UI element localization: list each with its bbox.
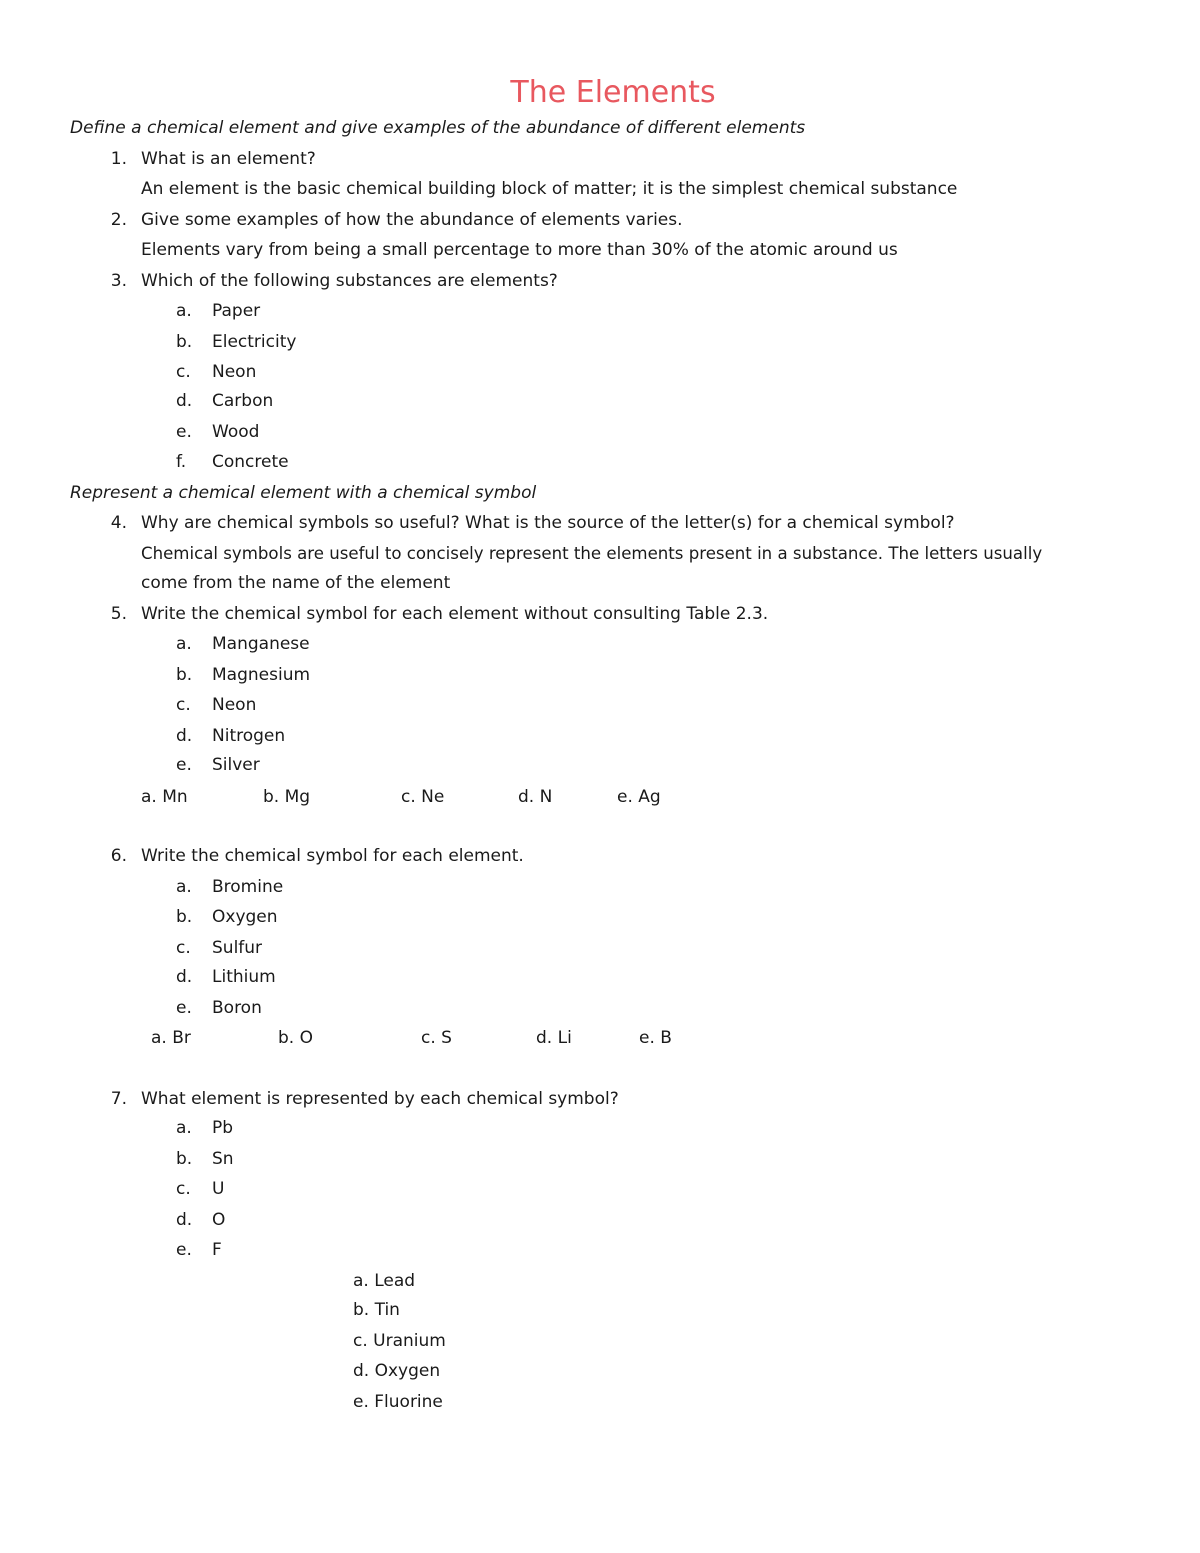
answer-item: a. Lead <box>353 1271 416 1291</box>
page-title: The Elements <box>510 75 716 110</box>
question-number: 5. <box>110 604 127 624</box>
option-letter: b. <box>176 1149 193 1169</box>
question-text: Why are chemical symbols so useful? What is the source of the letter(s) for a chemical symbol? <box>141 513 955 533</box>
option-letter: c. <box>176 362 191 382</box>
option-letter: d. <box>176 726 193 746</box>
answer-4-line-1: Chemical symbols are useful to concisely represent the elements present in a substance. The letters usually <box>141 544 1043 563</box>
question-text: What is an element? <box>141 149 316 169</box>
option-text: Paper <box>212 301 261 321</box>
option-text: Neon <box>212 362 257 382</box>
question-number: 4. <box>110 513 127 533</box>
question-number: 2. <box>110 210 127 230</box>
option-letter: a. <box>176 301 192 321</box>
question-number: 7. <box>110 1089 127 1109</box>
option-text: Silver <box>212 755 260 775</box>
answer-1: An element is the basic chemical building block of matter; it is the simplest chemical substance <box>141 179 958 199</box>
option-text: Electricity <box>212 332 297 352</box>
question-text: Which of the following substances are elements? <box>141 271 558 291</box>
option-letter: e. <box>176 998 192 1018</box>
answer-item: d. Oxygen <box>353 1361 441 1381</box>
option-letter: b. <box>176 665 193 685</box>
option-letter: c. <box>176 938 191 958</box>
question-number: 1. <box>110 149 127 169</box>
option-letter: d. <box>176 391 193 411</box>
option-text: O <box>212 1210 226 1230</box>
option-text: Concrete <box>212 452 289 472</box>
answer-item: c. Uranium <box>353 1331 446 1351</box>
question-text: Write the chemical symbol for each element without consulting Table 2.3. <box>141 604 769 624</box>
option-letter: d. <box>176 1210 193 1230</box>
option-text: Boron <box>212 998 262 1018</box>
answer-item: d. N <box>518 787 553 807</box>
option-text: Magnesium <box>212 665 311 685</box>
answer-item: b. O <box>278 1028 313 1048</box>
option-letter: c. <box>176 1179 191 1199</box>
option-letter: e. <box>176 755 192 775</box>
answer-item: b. Tin <box>353 1300 400 1320</box>
option-text: Lithium <box>212 967 276 987</box>
question-number: 6. <box>110 846 127 866</box>
question-number: 3. <box>110 271 127 291</box>
option-text: Carbon <box>212 391 274 411</box>
answer-item: a. Br <box>151 1028 191 1048</box>
option-text: Sn <box>212 1149 234 1169</box>
answer-item: e. B <box>639 1028 672 1048</box>
option-letter: d. <box>176 967 193 987</box>
answer-item: a. Mn <box>141 787 188 807</box>
section-heading-define: Define a chemical element and give examples of the abundance of different elements <box>70 118 806 138</box>
answer-item: b. Mg <box>263 787 311 807</box>
option-letter: b. <box>176 332 193 352</box>
question-text: Give some examples of how the abundance of elements varies. <box>141 210 683 230</box>
option-text: Sulfur <box>212 938 263 958</box>
answer-item: e. Fluorine <box>353 1392 443 1412</box>
option-text: Pb <box>212 1118 234 1138</box>
section-heading-represent: Represent a chemical element with a chemical symbol <box>70 483 537 503</box>
answer-item: c. Ne <box>401 787 445 807</box>
option-text: Wood <box>212 422 260 442</box>
option-text: Nitrogen <box>212 726 286 746</box>
option-letter: a. <box>176 634 192 654</box>
question-text: What element is represented by each chemical symbol? <box>141 1089 619 1109</box>
option-letter: c. <box>176 695 191 715</box>
option-letter: f. <box>176 452 187 472</box>
option-text: Oxygen <box>212 907 278 927</box>
option-letter: e. <box>176 422 192 442</box>
option-letter: e. <box>176 1240 192 1260</box>
answer-item: e. Ag <box>617 787 661 807</box>
question-text: Write the chemical symbol for each element. <box>141 846 524 866</box>
answer-4-line-2: come from the name of the element <box>141 573 451 593</box>
option-letter: a. <box>176 1118 192 1138</box>
option-text: Bromine <box>212 877 284 897</box>
answer-item: c. S <box>421 1028 452 1048</box>
option-letter: b. <box>176 907 193 927</box>
answer-2: Elements vary from being a small percentage to more than 30% of the atomic around us <box>141 240 898 260</box>
answer-item: d. Li <box>536 1028 572 1048</box>
option-text: F <box>212 1240 222 1260</box>
option-letter: a. <box>176 877 192 897</box>
option-text: Manganese <box>212 634 310 654</box>
option-text: Neon <box>212 695 257 715</box>
option-text: U <box>212 1179 225 1199</box>
